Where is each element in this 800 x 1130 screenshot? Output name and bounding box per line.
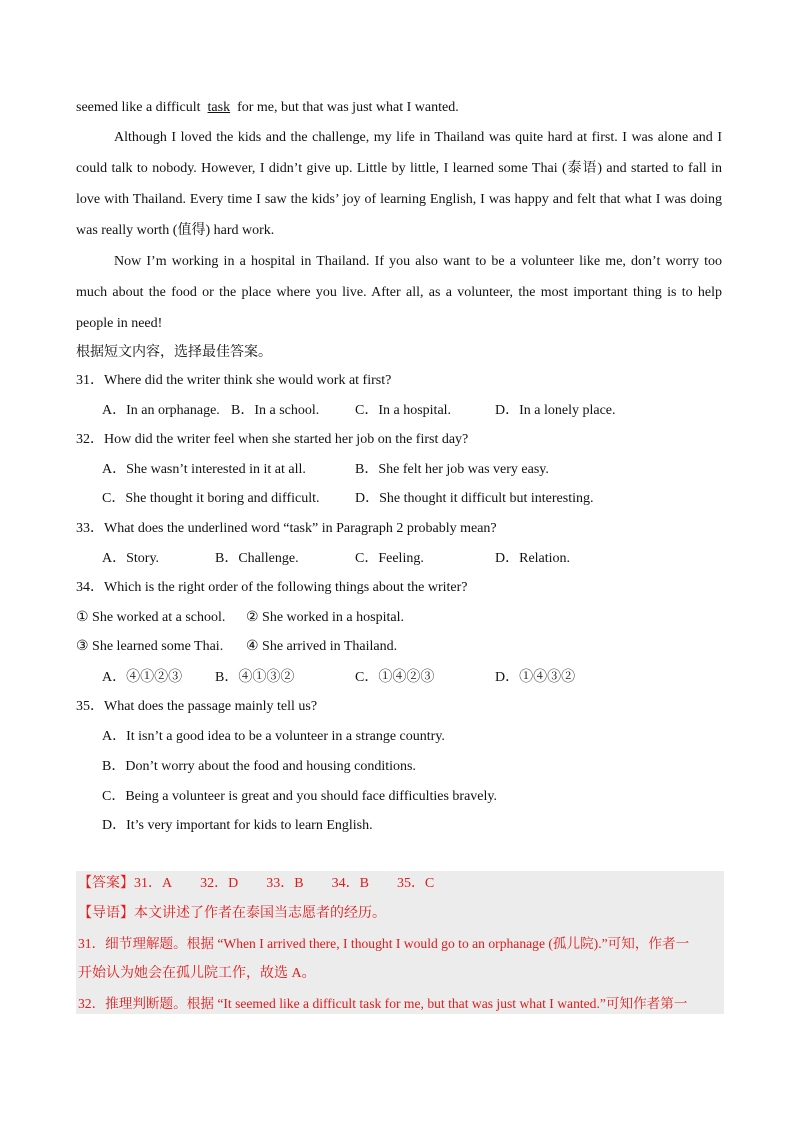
question-34-item-2: ② She worked in a hospital. (246, 610, 404, 625)
explanation-31-line-1: 31．细节理解题。根据 “When I arrived there, I thought I would go to an orphanage (孤儿院).”可知，作者一 (78, 936, 690, 951)
question-34-option-d[interactable]: D．①④③② (495, 670, 576, 685)
underlined-word-task: task (207, 100, 231, 115)
question-35-option-b[interactable]: B．Don’t worry about the food and housing conditions. (102, 759, 416, 774)
question-33-option-d[interactable]: D．Relation. (495, 551, 571, 566)
passage-paragraph-1 (76, 98, 459, 118)
question-32-option-c[interactable]: C．She thought it boring and difficult. (102, 491, 320, 506)
explanation-32-line-1: 32．推理判断题。根据 “It seemed like a difficult task for me, but that was just what I wanted.”可知作者第一 (78, 996, 688, 1011)
question-31-option-b[interactable]: B．In a school. (231, 403, 320, 418)
question-34-item-1: ① She worked at a school. (76, 610, 226, 625)
question-35-option-a[interactable]: A．It isn’t a good idea to be a volunteer in a strange country. (102, 729, 445, 744)
question-33-option-b[interactable]: B．Challenge. (215, 551, 299, 566)
question-34-item-4: ④ She arrived in Thailand. (246, 639, 398, 654)
passage-text: seemed like a difficult (76, 100, 201, 115)
question-33-option-c[interactable]: C．Feeling. (355, 551, 424, 566)
answer-item: 34．B (331, 876, 369, 891)
passage-text: for me, but that was just what I wanted. (237, 100, 459, 115)
answer-item: 31．A (134, 876, 173, 891)
question-31-option-c[interactable]: C．In a hospital. (355, 403, 452, 418)
question-32-stem: 32．How did the writer feel when she started her job on the first day? (76, 432, 469, 447)
passage-paragraph-3: Now I’m working in a hospital in Thailand. If you also want to be a volunteer like me, don’t worry too much about the food or the place where you live. After all, as a volunteer, the most important thing is to help people in need! (76, 254, 722, 331)
question-34-stem: 34．Which is the right order of the following things about the writer? (76, 580, 468, 595)
question-34-option-b[interactable]: B．④①③② (215, 670, 295, 685)
passage-paragraph-2: Although I loved the kids and the challenge, my life in Thailand was quite hard at first. I was alone and I could talk to nobody. However, I didn’t give up. Little by little, I learned some Thai (泰语) and started to fall in love with Thailand. Every time I saw the kids’ joy of learning English, I was happy and felt that what I was doing was really worth (值得) hard work. (76, 130, 722, 238)
question-35-stem: 35．What does the passage mainly tell us? (76, 699, 318, 714)
question-35-option-d[interactable]: D．It’s very important for kids to learn English. (102, 818, 373, 833)
question-31-option-a[interactable]: A．In an orphanage. (102, 403, 220, 418)
guide-text: 【导语】本文讲述了作者在泰国当志愿者的经历。 (78, 906, 386, 921)
question-32-option-a[interactable]: A．She wasn’t interested in it at all. (102, 462, 306, 477)
question-34-option-c[interactable]: C．①④②③ (355, 670, 435, 685)
question-32-option-b[interactable]: B．She felt her job was very easy. (355, 462, 549, 477)
question-33-stem: 33．What does the underlined word “task” in Paragraph 2 probably mean? (76, 521, 497, 536)
question-34-option-a[interactable]: A．④①②③ (102, 670, 183, 685)
question-33-option-a[interactable]: A．Story. (102, 551, 160, 566)
explanation-31-line-2: 开始认为她会在孤儿院工作，故选 A。 (78, 966, 316, 981)
answer-key-row (78, 873, 434, 895)
instruction: 根据短文内容，选择最佳答案。 (76, 345, 272, 360)
answer-item: 32．D (200, 876, 239, 891)
answer-item: 35．C (396, 876, 435, 891)
answer-label: 【答案】 (78, 876, 134, 891)
question-32-option-d[interactable]: D．She thought it difficult but interesting. (355, 491, 594, 506)
question-31-option-d[interactable]: D．In a lonely place. (495, 403, 616, 418)
question-31-stem: 31．Where did the writer think she would work at first? (76, 373, 392, 388)
question-35-option-c[interactable]: C．Being a volunteer is great and you should face difficulties bravely. (102, 789, 498, 804)
answer-item: 33．B (266, 876, 304, 891)
question-34-item-3: ③ She learned some Thai. (76, 639, 224, 654)
